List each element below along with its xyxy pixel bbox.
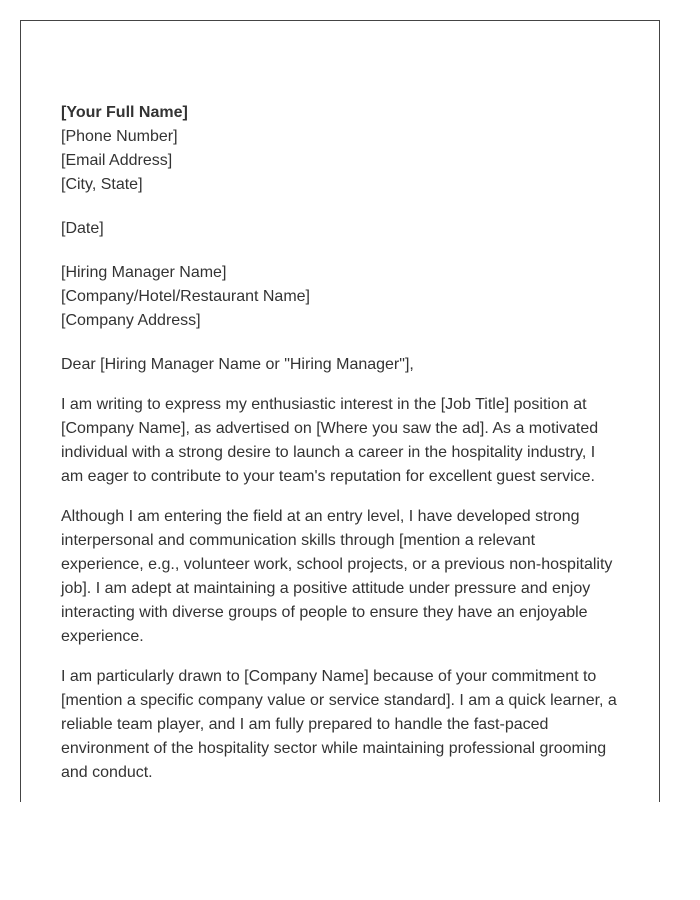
- recipient-address: [Company Address]: [61, 312, 201, 329]
- paragraph-line: job]. I am adept at maintaining a positive attitude under pressure and enjoy: [61, 580, 591, 597]
- paragraph-3: [61, 665, 621, 785]
- sender-email: [Email Address]: [61, 152, 173, 169]
- letter-page: [20, 20, 660, 802]
- sender-location: [City, State]: [61, 176, 143, 193]
- paragraph-2: [61, 505, 621, 649]
- salutation: Dear [Hiring Manager Name or "Hiring Manager"],: [61, 356, 414, 373]
- salutation-block: [61, 353, 621, 377]
- paragraph-line: [Company Name], as advertised on [Where you saw the ad]. As a motivated: [61, 420, 599, 437]
- recipient-block: [61, 261, 621, 333]
- paragraph-line: individual with a strong desire to launch a career in the hospitality industry, I: [61, 444, 596, 461]
- sender-block: [61, 101, 621, 197]
- paragraph-line: I am writing to express my enthusiastic interest in the [Job Title] position at: [61, 396, 587, 413]
- sender-phone: [Phone Number]: [61, 128, 178, 145]
- paragraph-line: [mention a specific company value or service standard]. I am a quick learner, a: [61, 692, 617, 709]
- paragraph-line: interpersonal and communication skills through [mention a relevant: [61, 532, 536, 549]
- recipient-company: [Company/Hotel/Restaurant Name]: [61, 288, 310, 305]
- paragraph-line: experience.: [61, 628, 144, 645]
- letter-date: [Date]: [61, 220, 104, 237]
- sender-name: [Your Full Name]: [61, 104, 188, 121]
- paragraph-line: I am particularly drawn to [Company Name] because of your commitment to: [61, 668, 597, 685]
- paragraph-line: interacting with diverse groups of people to ensure they have an enjoyable: [61, 604, 588, 621]
- paragraph-line: environment of the hospitality sector while maintaining professional grooming: [61, 740, 607, 757]
- recipient-name: [Hiring Manager Name]: [61, 264, 227, 281]
- paragraph-line: and conduct.: [61, 764, 153, 781]
- paragraph-line: reliable team player, and I am fully prepared to handle the fast-paced: [61, 716, 549, 733]
- letter-content: [61, 101, 621, 785]
- paragraph-line: experience, e.g., volunteer work, school projects, or a previous non-hospitality: [61, 556, 613, 573]
- paragraph-line: Although I am entering the field at an entry level, I have developed strong: [61, 508, 580, 525]
- paragraph-line: am eager to contribute to your team's reputation for excellent guest service.: [61, 468, 595, 485]
- date-block: [61, 217, 621, 241]
- paragraph-1: [61, 393, 621, 489]
